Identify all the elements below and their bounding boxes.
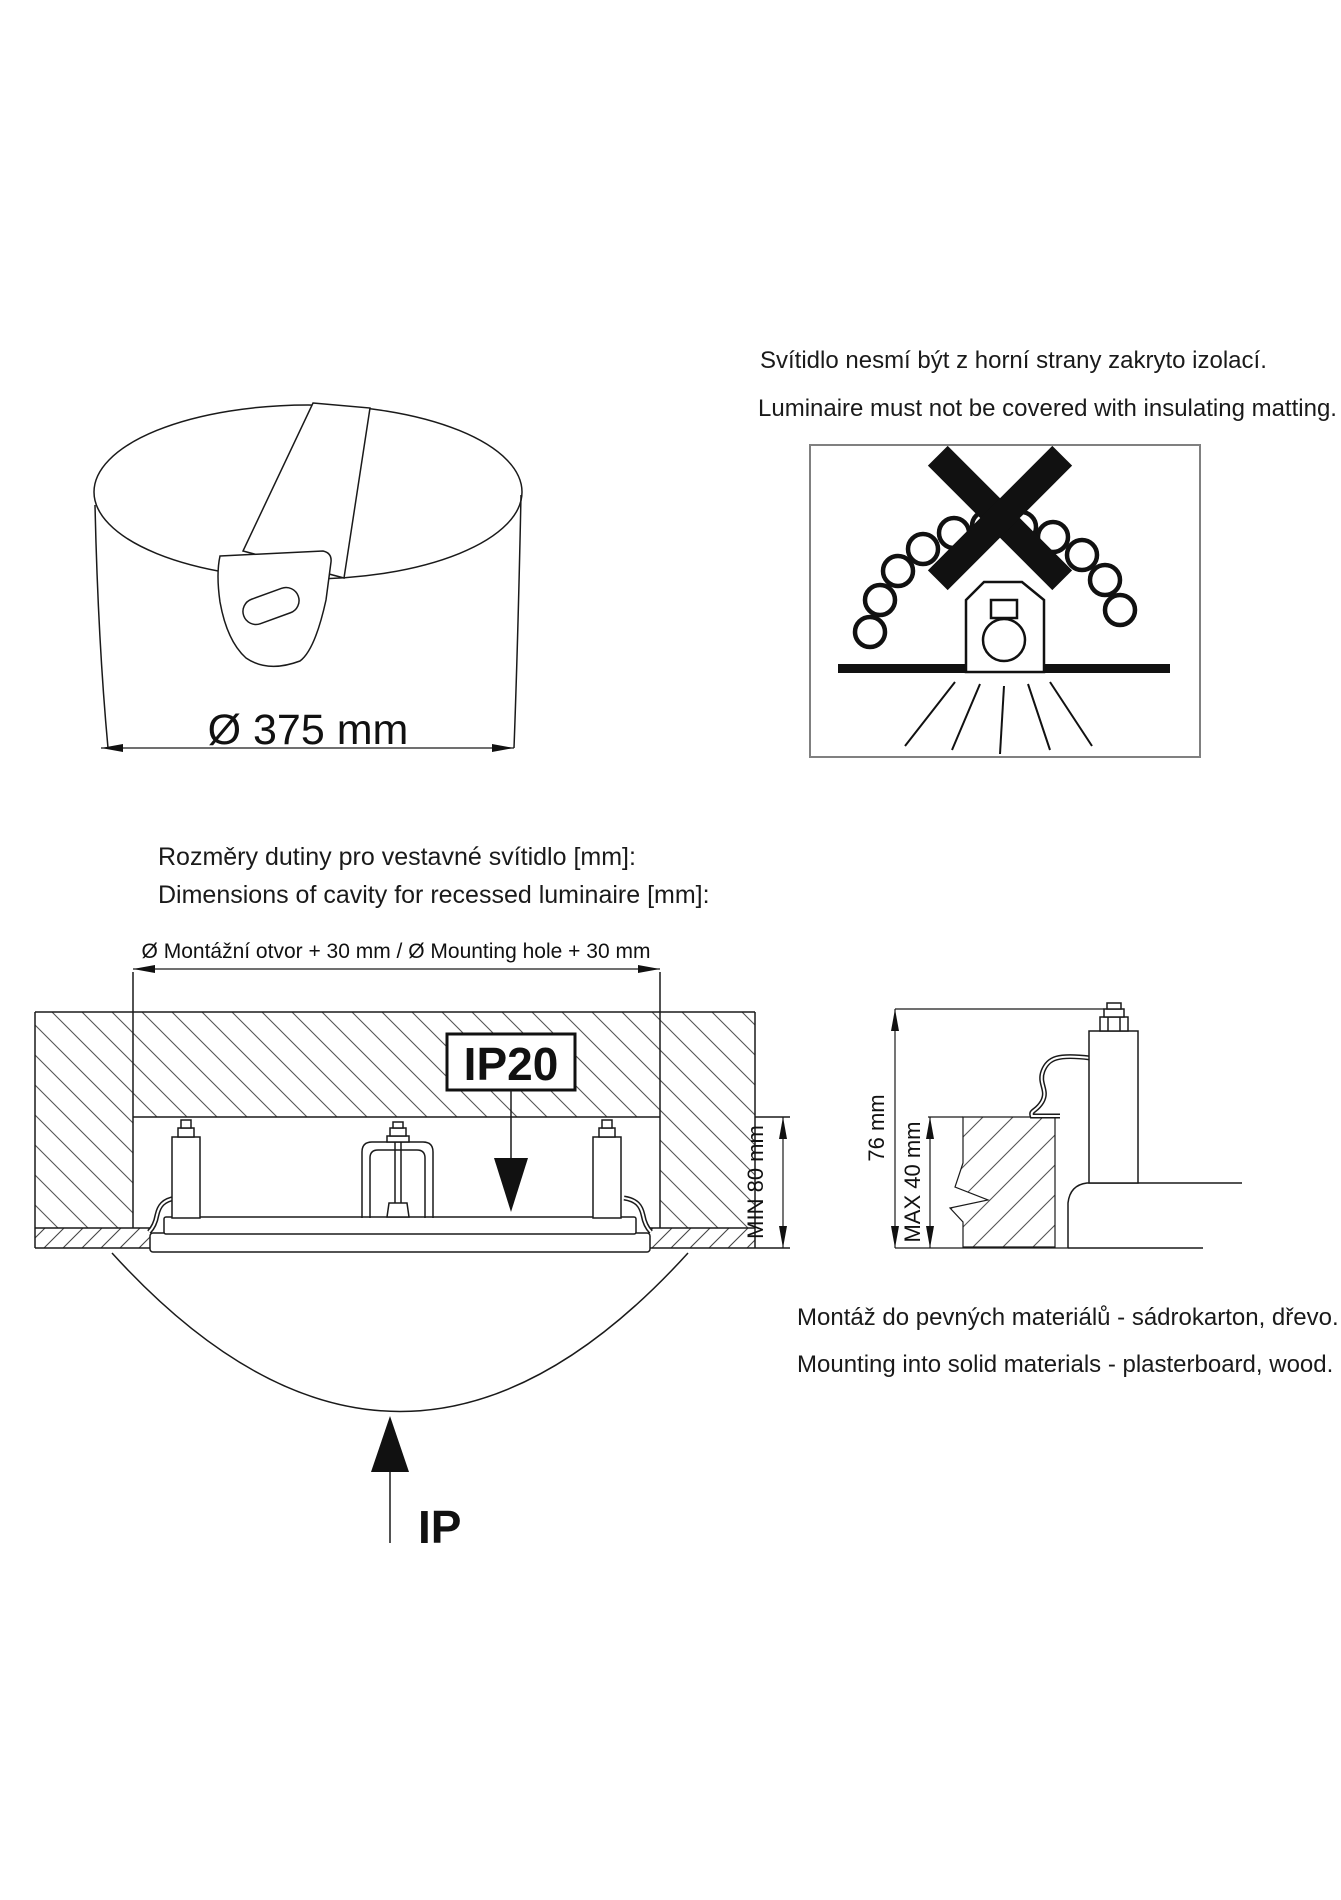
material-block xyxy=(950,1117,1055,1247)
arrow-left-icon xyxy=(133,965,155,973)
mounting-post xyxy=(1089,1003,1138,1183)
diameter-label: Ø 375 mm xyxy=(207,706,409,754)
arrow-down-icon xyxy=(891,1226,899,1248)
lamp-bulb xyxy=(983,619,1025,661)
max-thickness-dimension xyxy=(900,1117,934,1248)
rod-foot xyxy=(387,1203,409,1217)
mounting-hole-drawing xyxy=(80,390,540,770)
threaded-rod xyxy=(395,1142,401,1203)
mounting-detail-drawing xyxy=(864,1000,1270,1260)
cavity-heading-en: Dimensions of cavity for recessed luminaire [mm]: xyxy=(158,881,710,909)
lamp-socket xyxy=(991,600,1017,618)
mounting-hole-dimension xyxy=(133,940,660,973)
plasterboard-strip-right xyxy=(650,1228,755,1248)
arrow-right-icon xyxy=(492,744,514,752)
arrow-up-icon xyxy=(891,1009,899,1031)
mounting-post-left xyxy=(172,1120,200,1218)
height-label: 76 mm xyxy=(864,1094,889,1162)
spring-strap xyxy=(218,403,370,666)
luminaire-dome xyxy=(112,1253,688,1412)
hole-right-edge xyxy=(514,495,521,748)
insulation-notice-en: Luminaire must not be covered with insulating matting. xyxy=(758,395,1337,422)
mounting-post-right xyxy=(593,1120,621,1218)
cross-section-drawing xyxy=(30,935,810,1560)
mounting-note-en: Mounting into solid materials - plasterboard, wood. xyxy=(797,1351,1334,1378)
ip-label: IP xyxy=(418,1501,462,1553)
max-thickness-label: MAX 40 mm xyxy=(900,1121,925,1243)
center-bracket xyxy=(362,1122,433,1218)
ip20-callout xyxy=(447,1034,575,1212)
arrow-up-icon xyxy=(371,1416,409,1472)
recessed-lamp-icon xyxy=(966,582,1044,672)
plasterboard-strip-left xyxy=(35,1228,150,1248)
luminaire-edge-profile xyxy=(1068,1183,1242,1248)
diameter-dimension xyxy=(101,706,514,754)
spring-clip xyxy=(1032,1057,1090,1116)
no-insulation-warning-icon xyxy=(808,443,1204,761)
min-depth-dimension xyxy=(743,1117,787,1248)
arrow-right-icon xyxy=(638,965,660,973)
ip-pointer xyxy=(371,1416,461,1553)
arrow-down-icon xyxy=(779,1226,787,1248)
arrow-down-icon xyxy=(494,1158,528,1212)
ceiling-material-hatch xyxy=(35,972,790,1248)
luminaire-tray xyxy=(164,1217,636,1234)
arrow-left-icon xyxy=(101,744,123,752)
min-depth-label: MIN 80 mm xyxy=(743,1125,768,1239)
insulation-notice-cs: Svítidlo nesmí být z horní strany zakryto izolací. xyxy=(760,347,1267,374)
luminaire-body xyxy=(112,1120,688,1412)
luminaire-flange xyxy=(150,1233,650,1252)
hole-left-edge xyxy=(95,505,108,748)
mounting-hole-label: Ø Montážní otvor + 30 mm / Ø Mounting hole + 30 mm xyxy=(141,940,651,963)
arrow-up-icon xyxy=(926,1117,934,1139)
mounting-note-cs: Montáž do pevných materiálů - sádrokarton, dřevo. xyxy=(797,1304,1339,1331)
ip20-label: IP20 xyxy=(463,1038,559,1090)
arrow-down-icon xyxy=(926,1226,934,1248)
arrow-up-icon xyxy=(779,1117,787,1139)
cavity-heading-cs: Rozměry dutiny pro vestavné svítidlo [mm]: xyxy=(158,843,636,871)
